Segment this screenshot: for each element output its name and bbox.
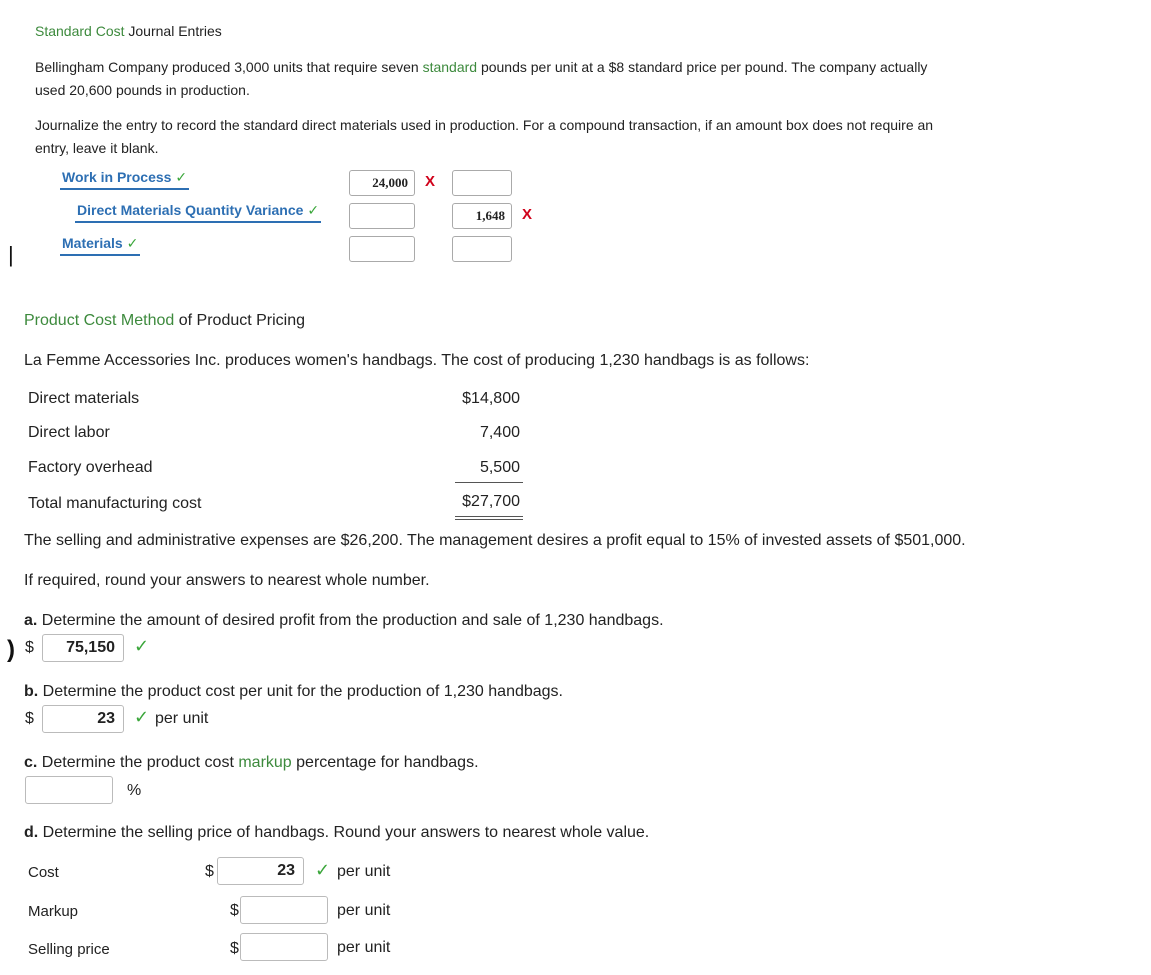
check-icon: ✓ bbox=[315, 860, 331, 880]
cost-value-direct-labor: 7,400 bbox=[479, 424, 520, 441]
debit-input-materials[interactable] bbox=[349, 236, 415, 262]
incorrect-x-icon: X bbox=[425, 173, 436, 190]
check-icon: ✓ bbox=[307, 202, 320, 218]
question-d: d. Determine the selling price of handbags. Round your answers to nearest whole value. bbox=[24, 824, 650, 841]
selling-expenses-text: The selling and administrative expenses are $26,200. The management desires a profit equal to 15% of invested assets of $501,000. bbox=[24, 532, 966, 549]
standard-cost-link[interactable]: Standard Cost bbox=[35, 23, 125, 39]
problem2-title: Product Cost Method of Product Pricing bbox=[24, 312, 306, 329]
problem2-intro: La Femme Accessories Inc. produces women's handbags. The cost of producing 1,230 handbags is as follows: bbox=[24, 352, 810, 369]
problem1-intro-line2: used 20,600 pounds in production. bbox=[35, 82, 250, 98]
unit-label: per unit bbox=[337, 902, 391, 919]
cost-value-total: $27,700 bbox=[462, 493, 520, 510]
account-direct-materials-quantity-variance[interactable]: Direct Materials Quantity Variance ✓ bbox=[75, 202, 321, 223]
cost-per-unit-input[interactable]: 23 bbox=[42, 705, 124, 733]
check-icon: ✓ bbox=[175, 169, 188, 185]
question-a: a. Determine the amount of desired profit from the production and sale of 1,230 handbags. bbox=[24, 612, 664, 629]
debit-input-dm-quantity-variance[interactable] bbox=[349, 203, 415, 229]
markup-link[interactable]: markup bbox=[238, 754, 292, 771]
unit-label: per unit bbox=[337, 863, 391, 880]
product-cost-method-link[interactable]: Product Cost Method bbox=[24, 312, 175, 329]
credit-input-materials[interactable] bbox=[452, 236, 512, 262]
selling-row-label-selling-price: Selling price bbox=[28, 941, 110, 958]
markup-percentage-input[interactable] bbox=[25, 776, 113, 804]
credit-input-work-in-process[interactable] bbox=[452, 170, 512, 196]
total-double-rule-bottom bbox=[455, 519, 523, 520]
unit-label: per unit bbox=[155, 710, 209, 727]
incorrect-x-icon: X bbox=[522, 206, 533, 223]
selling-cost-input[interactable]: 23 bbox=[217, 857, 304, 885]
unit-label: per unit bbox=[337, 939, 391, 956]
side-bracket-icon: ) bbox=[7, 636, 15, 663]
currency-symbol: $ bbox=[205, 863, 214, 880]
cost-label-total: Total manufacturing cost bbox=[28, 495, 202, 512]
check-icon: ✓ bbox=[134, 707, 150, 727]
cost-label-direct-labor: Direct labor bbox=[28, 424, 110, 441]
cost-value-direct-materials: $14,800 bbox=[462, 390, 520, 407]
text-cursor-icon: | bbox=[8, 242, 14, 267]
desired-profit-input[interactable]: 75,150 bbox=[42, 634, 124, 662]
problem1-instruction-line1: Journalize the entry to record the standard direct materials used in production. For a compound transaction, if an amount box does not require an bbox=[35, 117, 934, 133]
problem1-instruction-line2: entry, leave it blank. bbox=[35, 140, 159, 156]
check-icon: ✓ bbox=[126, 235, 139, 251]
cost-label-factory-overhead: Factory overhead bbox=[28, 459, 153, 476]
debit-input-work-in-process[interactable]: 24,000 bbox=[349, 170, 415, 196]
selling-price-per-unit-input[interactable] bbox=[240, 933, 328, 961]
question-b: b. Determine the product cost per unit for the production of 1,230 handbags. bbox=[24, 683, 563, 700]
currency-symbol: $ bbox=[230, 940, 239, 957]
rounding-note: If required, round your answers to nearest whole number. bbox=[24, 572, 430, 589]
cost-label-direct-materials: Direct materials bbox=[28, 390, 140, 407]
cost-value-factory-overhead: 5,500 bbox=[479, 459, 520, 476]
account-materials[interactable]: Materials ✓ bbox=[60, 235, 140, 256]
question-c: c. Determine the product cost markup percentage for handbags. bbox=[24, 754, 479, 771]
subtotal-rule bbox=[455, 482, 523, 483]
total-double-rule-top bbox=[455, 516, 523, 517]
account-work-in-process[interactable]: Work in Process ✓ bbox=[60, 169, 189, 190]
percent-label: % bbox=[127, 782, 142, 799]
standard-link[interactable]: standard bbox=[422, 59, 478, 75]
credit-input-dm-quantity-variance[interactable]: 1,648 bbox=[452, 203, 512, 229]
check-icon: ✓ bbox=[134, 636, 150, 656]
problem1-intro-line1: Bellingham Company produced 3,000 units that require seven standard pounds per unit at a $8 standard price per pound. The company actually bbox=[35, 59, 928, 75]
problem1-title: Standard Cost Journal Entries bbox=[35, 23, 222, 39]
selling-row-label-markup: Markup bbox=[28, 903, 79, 920]
markup-per-unit-input[interactable] bbox=[240, 896, 328, 924]
selling-row-label-cost: Cost bbox=[28, 864, 59, 881]
currency-symbol: $ bbox=[25, 639, 34, 656]
currency-symbol: $ bbox=[230, 902, 239, 919]
currency-symbol: $ bbox=[25, 710, 34, 727]
